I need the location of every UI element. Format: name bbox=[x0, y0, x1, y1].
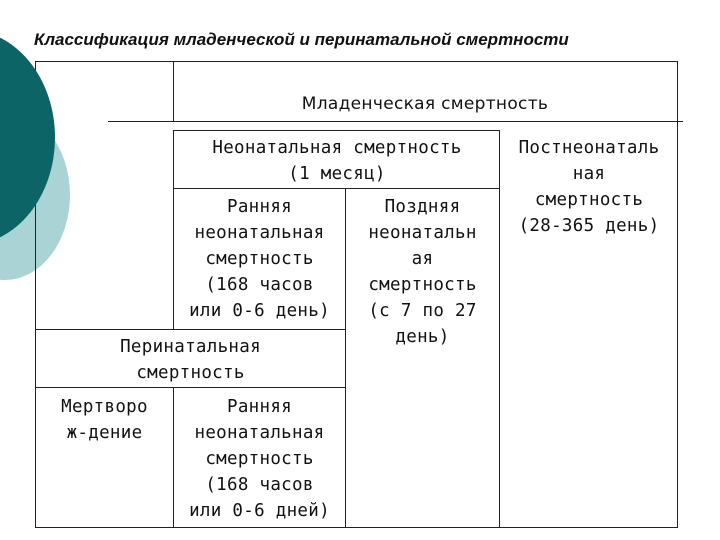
cell-text-line: смертность bbox=[534, 190, 644, 210]
table-line-neonatal-top bbox=[173, 130, 500, 131]
cell-text-line: ная bbox=[572, 164, 606, 184]
cell-text-line: неонатальная bbox=[194, 423, 325, 443]
table-line-right bbox=[677, 61, 678, 528]
cell-early-neonatal bbox=[174, 194, 345, 324]
cell-text-line: (1 месяц) bbox=[288, 164, 386, 184]
cell-text-line: или 0-6 день) bbox=[189, 301, 330, 321]
cell-text-line: Перинатальная bbox=[120, 337, 261, 357]
cell-text-line: Постнеонаталь bbox=[518, 138, 660, 158]
cell-stillbirth bbox=[36, 394, 173, 446]
cell-text-line: смертность bbox=[205, 449, 314, 469]
cell-text-line: ая bbox=[411, 249, 434, 269]
cell-text-line: Поздняя bbox=[384, 197, 461, 217]
table-line-infant-left bbox=[173, 61, 174, 122]
cell-text-line: смертность bbox=[136, 363, 245, 383]
cell-perinatal-mortality bbox=[36, 334, 345, 386]
cell-postneonatal-mortality bbox=[500, 135, 678, 239]
cell-infant-mortality bbox=[250, 91, 600, 117]
cell-text-line: Ранняя bbox=[226, 197, 292, 217]
cell-text-line: неонатальная bbox=[194, 223, 325, 243]
cell-neonatal-mortality bbox=[175, 135, 499, 187]
table-line-top bbox=[35, 61, 678, 62]
cell-text-line: смертность bbox=[205, 249, 314, 269]
cell-text-line: Ранняя bbox=[226, 397, 292, 417]
cell-text-line: ж-дение bbox=[66, 423, 143, 443]
cell-text-line: Мертворо bbox=[61, 397, 148, 417]
cell-text-line: Неонатальная смертность bbox=[212, 138, 462, 158]
table-line-infant bbox=[108, 121, 683, 122]
table-line-perinatal-bottom bbox=[35, 387, 346, 388]
cell-late-neonatal bbox=[346, 194, 499, 350]
cell-text-line: день) bbox=[395, 327, 450, 347]
table-line-perinatal-top bbox=[35, 329, 346, 330]
cell-text-line: (28-365 день) bbox=[518, 216, 660, 236]
cell-text-line: смертность bbox=[368, 275, 477, 295]
cell-text-line: (168 часов bbox=[205, 275, 314, 295]
cell-text-line: Младенческая смертность bbox=[301, 94, 549, 114]
page-title: Классификация младенческой и перинатальной смертности bbox=[34, 30, 569, 49]
cell-text-line: неонатальн bbox=[368, 223, 477, 243]
cell-text-line: (с 7 по 27 bbox=[368, 301, 477, 321]
table-line-neonatal-bottom bbox=[173, 188, 500, 189]
cell-text-line: (168 часов bbox=[205, 475, 314, 495]
cell-early-neonatal-perinatal bbox=[174, 394, 345, 524]
table-line-bottom bbox=[35, 527, 678, 528]
cell-text-line: или 0-6 дней) bbox=[189, 501, 330, 521]
